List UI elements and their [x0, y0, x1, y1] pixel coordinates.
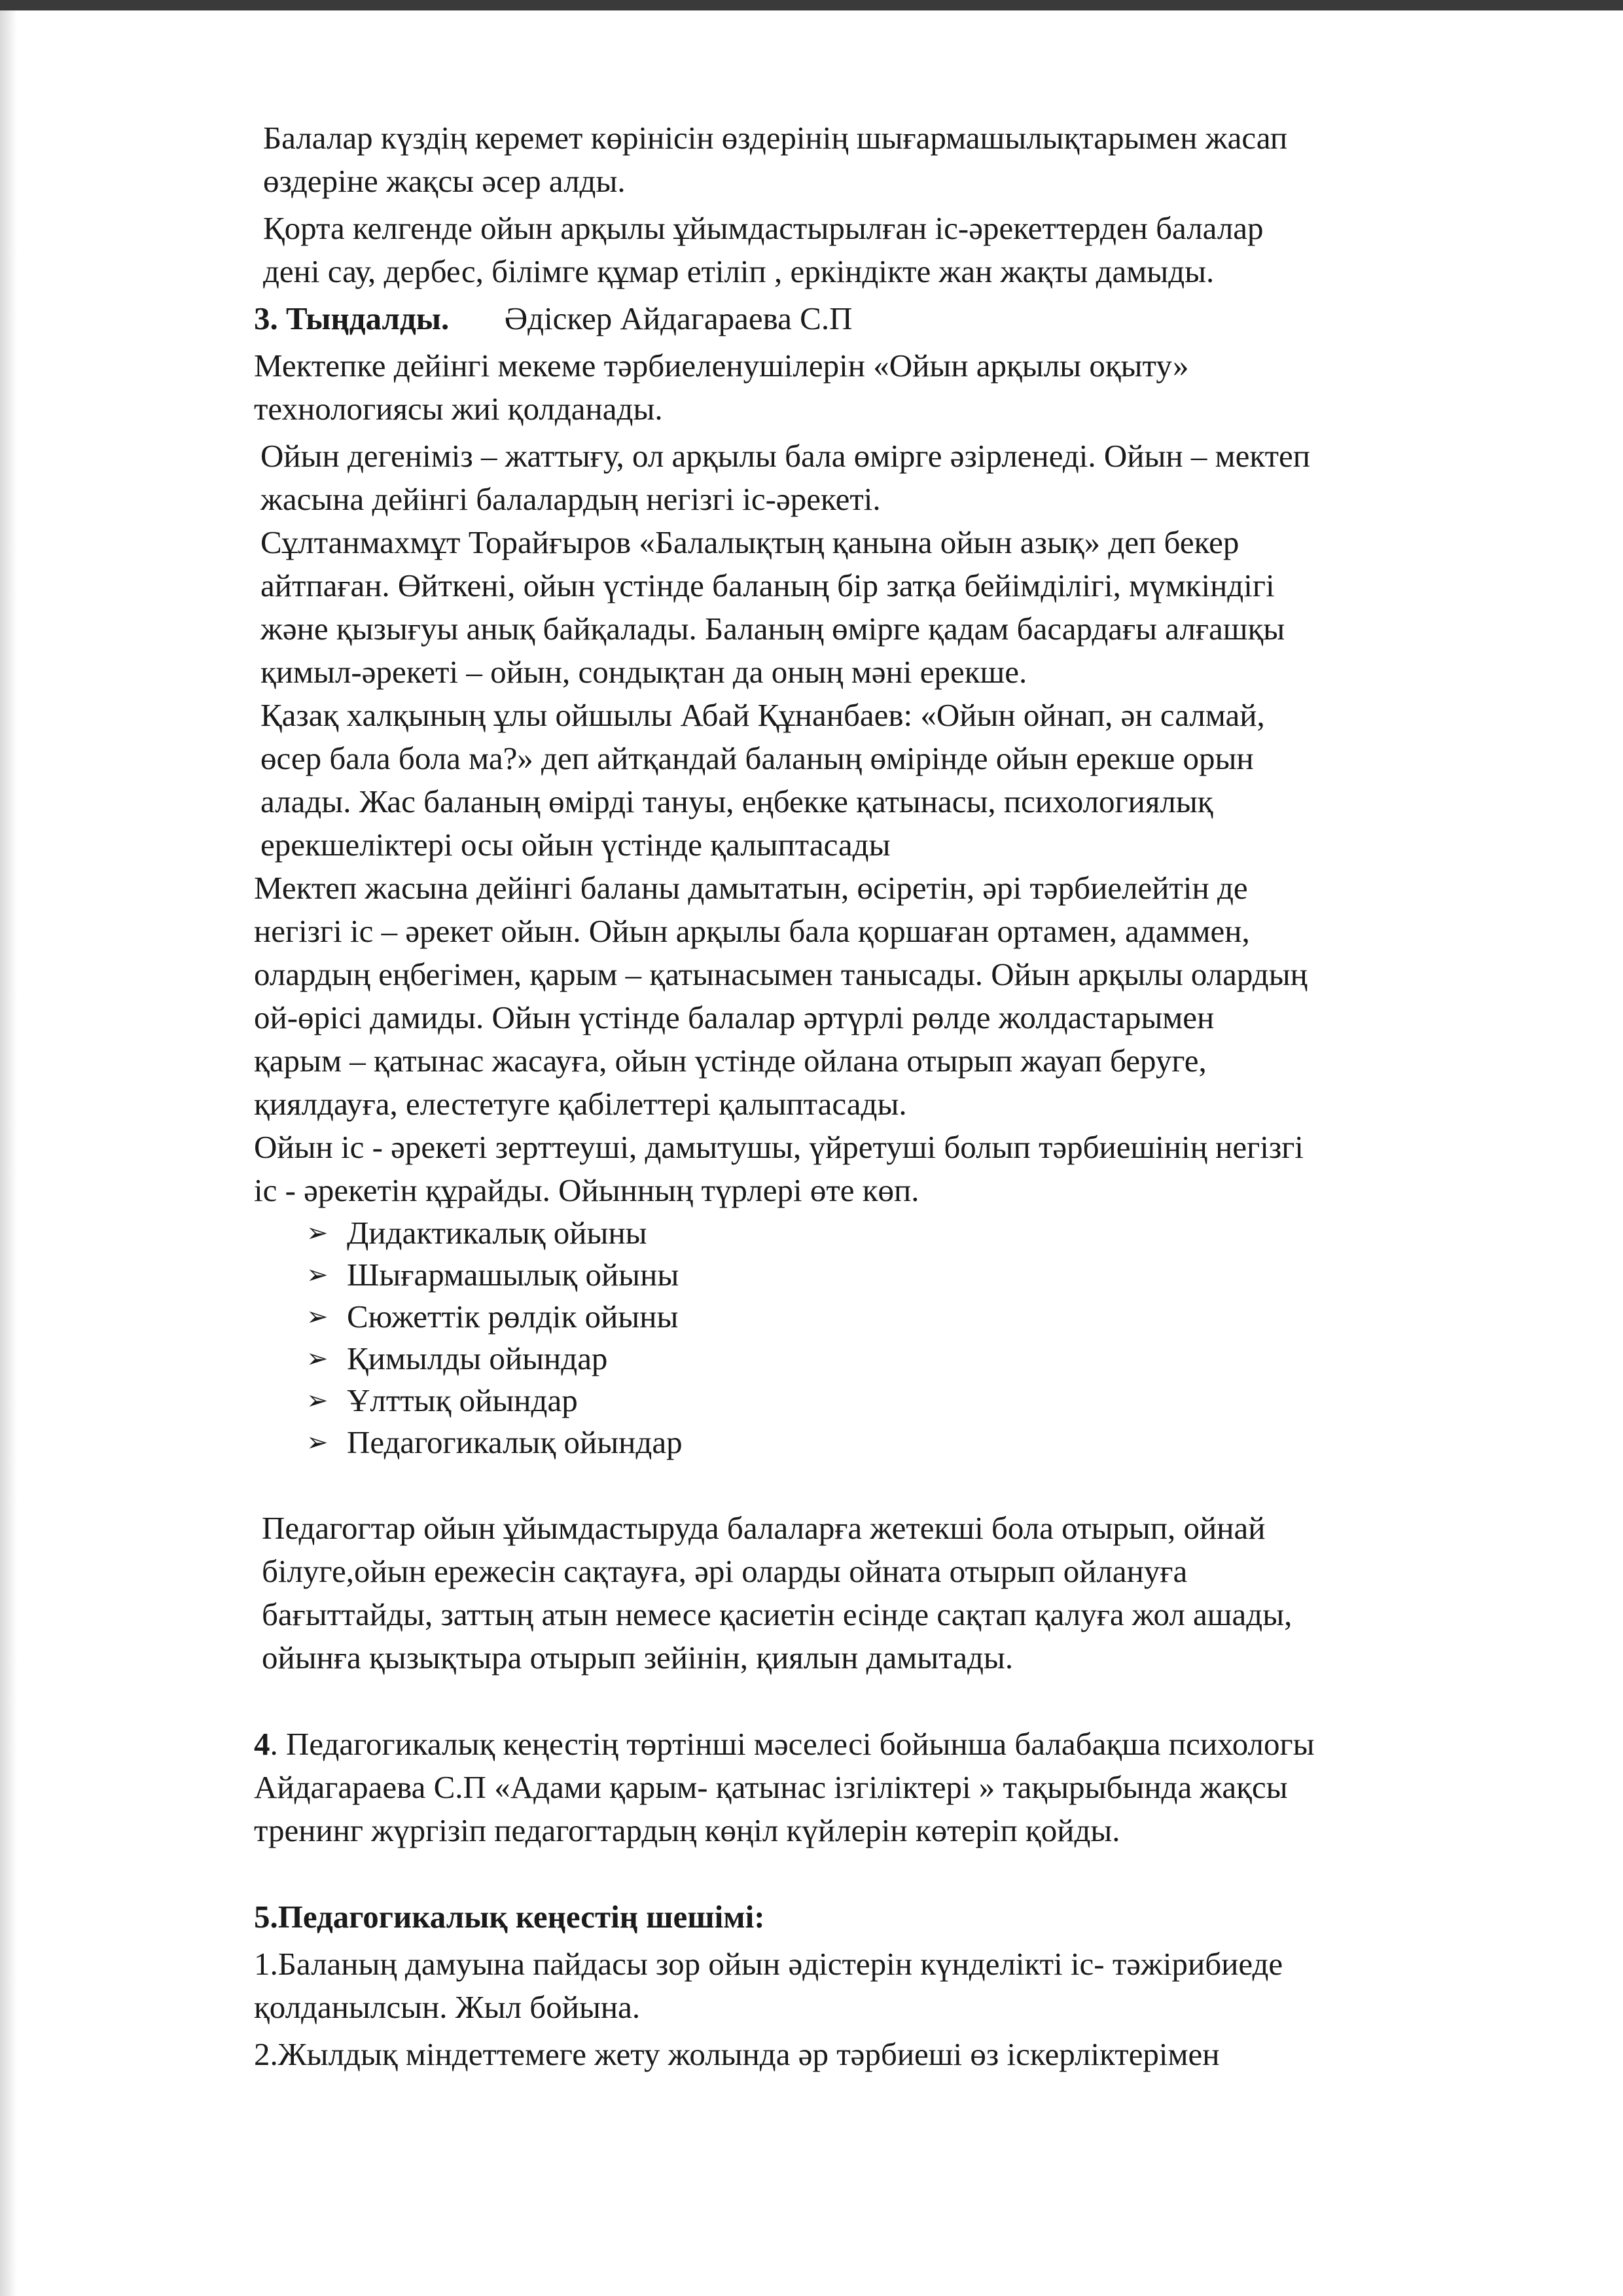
- text-line: Мектепке дейінгі мекеме тәрбиеленушілерін «Ойын арқылы оқыту»: [254, 348, 1189, 384]
- paragraph-abai: [254, 694, 1517, 867]
- section-4-number: 4: [254, 1726, 270, 1762]
- list-item-label: Сюжеттік рөлдік ойыны: [347, 1299, 679, 1335]
- section-5-heading: 5.Педагогикалық кеңестің шешімі:: [254, 1899, 765, 1935]
- list-item-label: Дидактикалық ойыны: [347, 1215, 647, 1251]
- scan-left-edge: [0, 10, 17, 2296]
- section-4: [254, 1723, 1517, 1852]
- arrow-bullet-icon: ➢: [306, 1344, 329, 1374]
- text-line: олардың еңбегімен, қарым – қатынасымен танысады. Ойын арқылы олардың: [254, 956, 1308, 992]
- text-line: тренинг жүргізіп педагогтардың көңіл күйлерін көтеріп қойды.: [254, 1812, 1120, 1848]
- text-line: қолданылсын. Жыл бойына.: [254, 1989, 641, 2025]
- paragraph-toraigyrov: [254, 521, 1517, 694]
- text-line: іс - әрекетін құрайды. Ойынның түрлері өте көп.: [254, 1172, 919, 1208]
- list-item: [306, 1296, 1517, 1338]
- arrow-bullet-icon: ➢: [306, 1302, 329, 1332]
- paragraph-conclusion: [254, 207, 1517, 293]
- text-line: ерекшеліктері осы ойын үстінде қалыптасады: [260, 827, 891, 863]
- text-line: білуге,ойын ережесін сақтауға, әрі оларды ойната отырып ойлануға: [262, 1553, 1188, 1589]
- text-line: жасына дейінгі балалардың негізгі іс-әрекеті.: [260, 481, 881, 517]
- decision-item-1: [254, 1943, 1517, 2029]
- text-line: негізгі іс – әрекет ойын. Ойын арқылы бала қоршаған ортамен, адаммен,: [254, 913, 1250, 949]
- list-item-label: Педагогикалық ойындар: [347, 1424, 683, 1460]
- list-item-label: Шығармашылық ойыны: [347, 1257, 679, 1293]
- text-line: Ойын дегеніміз – жаттығу, ол арқылы бала өмірге әзірленеді. Ойын – мектеп: [260, 438, 1310, 474]
- paragraph-technology: [254, 344, 1517, 431]
- text-line: өсер бала бола ма?» деп айтқандай баланың өмірінде ойын ерекше орын: [260, 740, 1254, 776]
- arrow-bullet-icon: ➢: [306, 1218, 329, 1248]
- text-line: Балалар күздің керемет көрінісін өздерінің шығармашылықтарымен жасап: [263, 120, 1288, 156]
- section-3-speaker: Әдіскер Айдагараева С.П: [504, 300, 853, 336]
- text-line: Педагогтар ойын ұйымдастыруда балаларға жетекші бола отырып, ойнай: [262, 1510, 1266, 1546]
- list-item: [306, 1380, 1517, 1422]
- scan-top-edge: [0, 0, 1623, 10]
- text-line: Ойын іс - әрекеті зерттеуші, дамытушы, үйретуші болып тәрбиешінің негізгі: [254, 1129, 1304, 1165]
- text-line: қарым – қатынас жасауға, ойын үстінде ойлана отырып жауап беруге,: [254, 1043, 1207, 1079]
- text-line: Мектеп жасына дейінгі баланы дамытатын, өсіретін, әрі тәрбиелейтін де: [254, 870, 1248, 906]
- text-line: және қызығуы анық байқалады. Баланың өмірге қадам басардағы алғашқы: [260, 611, 1285, 647]
- text-line: ойынға қызықтыра отырып зейінін, қиялын дамытады.: [262, 1640, 1014, 1676]
- paragraph-teachers: [254, 1507, 1517, 1679]
- text-line: Қазақ халқының ұлы ойшылы Абай Құнанбаев: «Ойын ойнап, ән салмай,: [260, 697, 1265, 733]
- text-line: Айдагараева С.П «Адами қарым- қатынас ізгіліктері » тақырыбында жақсы: [254, 1769, 1288, 1805]
- text-line: айтпаған. Өйткені, ойын үстінде баланың бір затқа бейімділігі, мүмкіндігі: [260, 567, 1275, 603]
- text-line: Қорта келгенде ойын арқылы ұйымдастырылған іс-әрекеттерден балалар: [263, 210, 1264, 246]
- text-line: 1.Баланың дамуына пайдасы зор ойын әдістерін күнделікті іс- тәжірибиеде: [254, 1946, 1283, 1982]
- game-types-list: [254, 1212, 1517, 1463]
- text-line: дені сау, дербес, білімге құмар етіліп , еркіндікте жан жақты дамыды.: [263, 253, 1215, 289]
- text-line: алады. Жас баланың өмірді тануы, еңбекке қатынасы, психологиялық: [260, 783, 1213, 819]
- list-item: [306, 1254, 1517, 1296]
- arrow-bullet-icon: ➢: [306, 1427, 329, 1458]
- text-line: Сұлтанмахмұт Торайғыров «Балалықтың қанына ойын азық» деп бекер: [260, 524, 1240, 560]
- text-line: технологиясы жиі қолданады.: [254, 391, 663, 427]
- text-line: 2.Жылдық міндеттемеге жету жолында әр тәрбиеші өз іскерліктерімен: [254, 2036, 1220, 2072]
- list-item: [306, 1212, 1517, 1254]
- text-line: қиялдауға, елестетуге қабілеттері қалыптасады.: [254, 1086, 907, 1122]
- list-item-label: Қимылды ойындар: [347, 1340, 608, 1376]
- decision-item-2: [254, 2033, 1517, 2076]
- section-3-heading: [254, 297, 1517, 340]
- paragraph-autumn: [254, 117, 1517, 203]
- section-3-title: 3. Тыңдалды.: [254, 300, 450, 336]
- paragraph-game-definition: [254, 435, 1517, 521]
- text-line: ой-өрісі дамиды. Ойын үстінде балалар әртүрлі рөлде жолдастарымен: [254, 999, 1215, 1035]
- list-item: [306, 1422, 1517, 1463]
- text-line: өздеріне жақсы әсер алды.: [263, 163, 626, 199]
- arrow-bullet-icon: ➢: [306, 1386, 329, 1416]
- text-line: бағыттайды, заттың атын немесе қасиетін есінде сақтап қалуға жол ашады,: [262, 1596, 1293, 1632]
- document-page: [254, 117, 1517, 2076]
- paragraph-preschool: [254, 867, 1517, 1126]
- arrow-bullet-icon: ➢: [306, 1260, 329, 1290]
- text-line: қимыл-әрекеті – ойын, сондықтан да оның мәні ерекше.: [260, 654, 1027, 690]
- list-item: [306, 1338, 1517, 1380]
- paragraph-game-activity: [254, 1126, 1517, 1212]
- text-line: . Педагогикалық кеңестің төртінші мәселесі бойынша балабақша психологы: [270, 1726, 1315, 1762]
- list-item-label: Ұлттық ойындар: [347, 1382, 578, 1418]
